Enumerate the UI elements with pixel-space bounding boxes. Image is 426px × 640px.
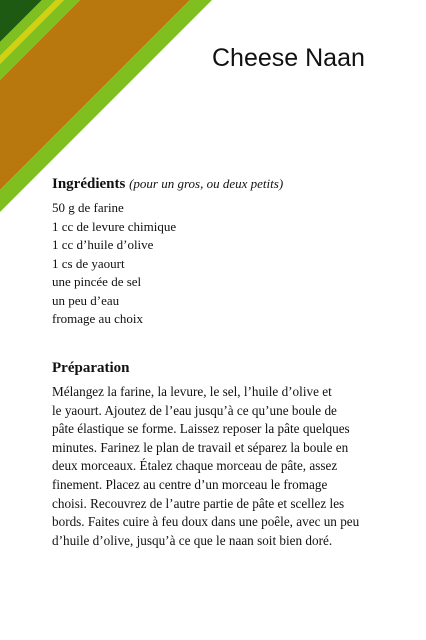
ingredient-item: un peu d’eau <box>52 292 120 308</box>
ingredient-item: une pincée de sel <box>52 274 142 289</box>
preparation-text <box>52 383 402 550</box>
preparation-section <box>52 360 402 550</box>
preparation-heading: Préparation <box>52 360 130 376</box>
ingredients-heading-label: Ingrédients <box>52 176 126 192</box>
ingredient-item: fromage au choix <box>52 311 143 326</box>
preparation-line: choisi. Recouvrez de l’autre partie de pâte et scellez les <box>52 495 345 511</box>
ingredient-item: 1 cc d’huile d’olive <box>52 237 154 252</box>
preparation-line: Mélangez la farine, la levure, le sel, l’huile d’olive et <box>52 384 332 399</box>
preparation-line: finement. Placez au centre d’un morceau le fromage <box>52 476 328 492</box>
preparation-line: minutes. Farinez le plan de travail et séparez la boule en <box>52 439 349 455</box>
preparation-line: d’huile d’olive, jusqu’à ce que le naan soit bien doré. <box>52 532 333 548</box>
ingredients-note: (pour un gros, ou deux petits) <box>129 176 284 191</box>
preparation-line: pâte élastique se forme. Laissez reposer la pâte quelques <box>52 421 350 437</box>
ingredients-list <box>52 199 402 329</box>
ingredient-item: 1 cs de yaourt <box>52 255 125 271</box>
preparation-line: bords. Faites cuire à feu doux dans une poêle, avec un peu <box>52 514 360 530</box>
ingredient-item: 50 g de farine <box>52 200 124 215</box>
ingredient-item: 1 cc de levure chimique <box>52 218 177 234</box>
ingredients-heading <box>52 176 402 193</box>
recipe-title: Cheese Naan <box>212 44 365 72</box>
ingredients-section <box>52 176 402 329</box>
preparation-line: le yaourt. Ajoutez de l’eau jusqu’à ce qu’une boule de <box>52 402 337 418</box>
preparation-line: deux morceaux. Étalez chaque morceau de pâte, assez <box>52 458 338 474</box>
